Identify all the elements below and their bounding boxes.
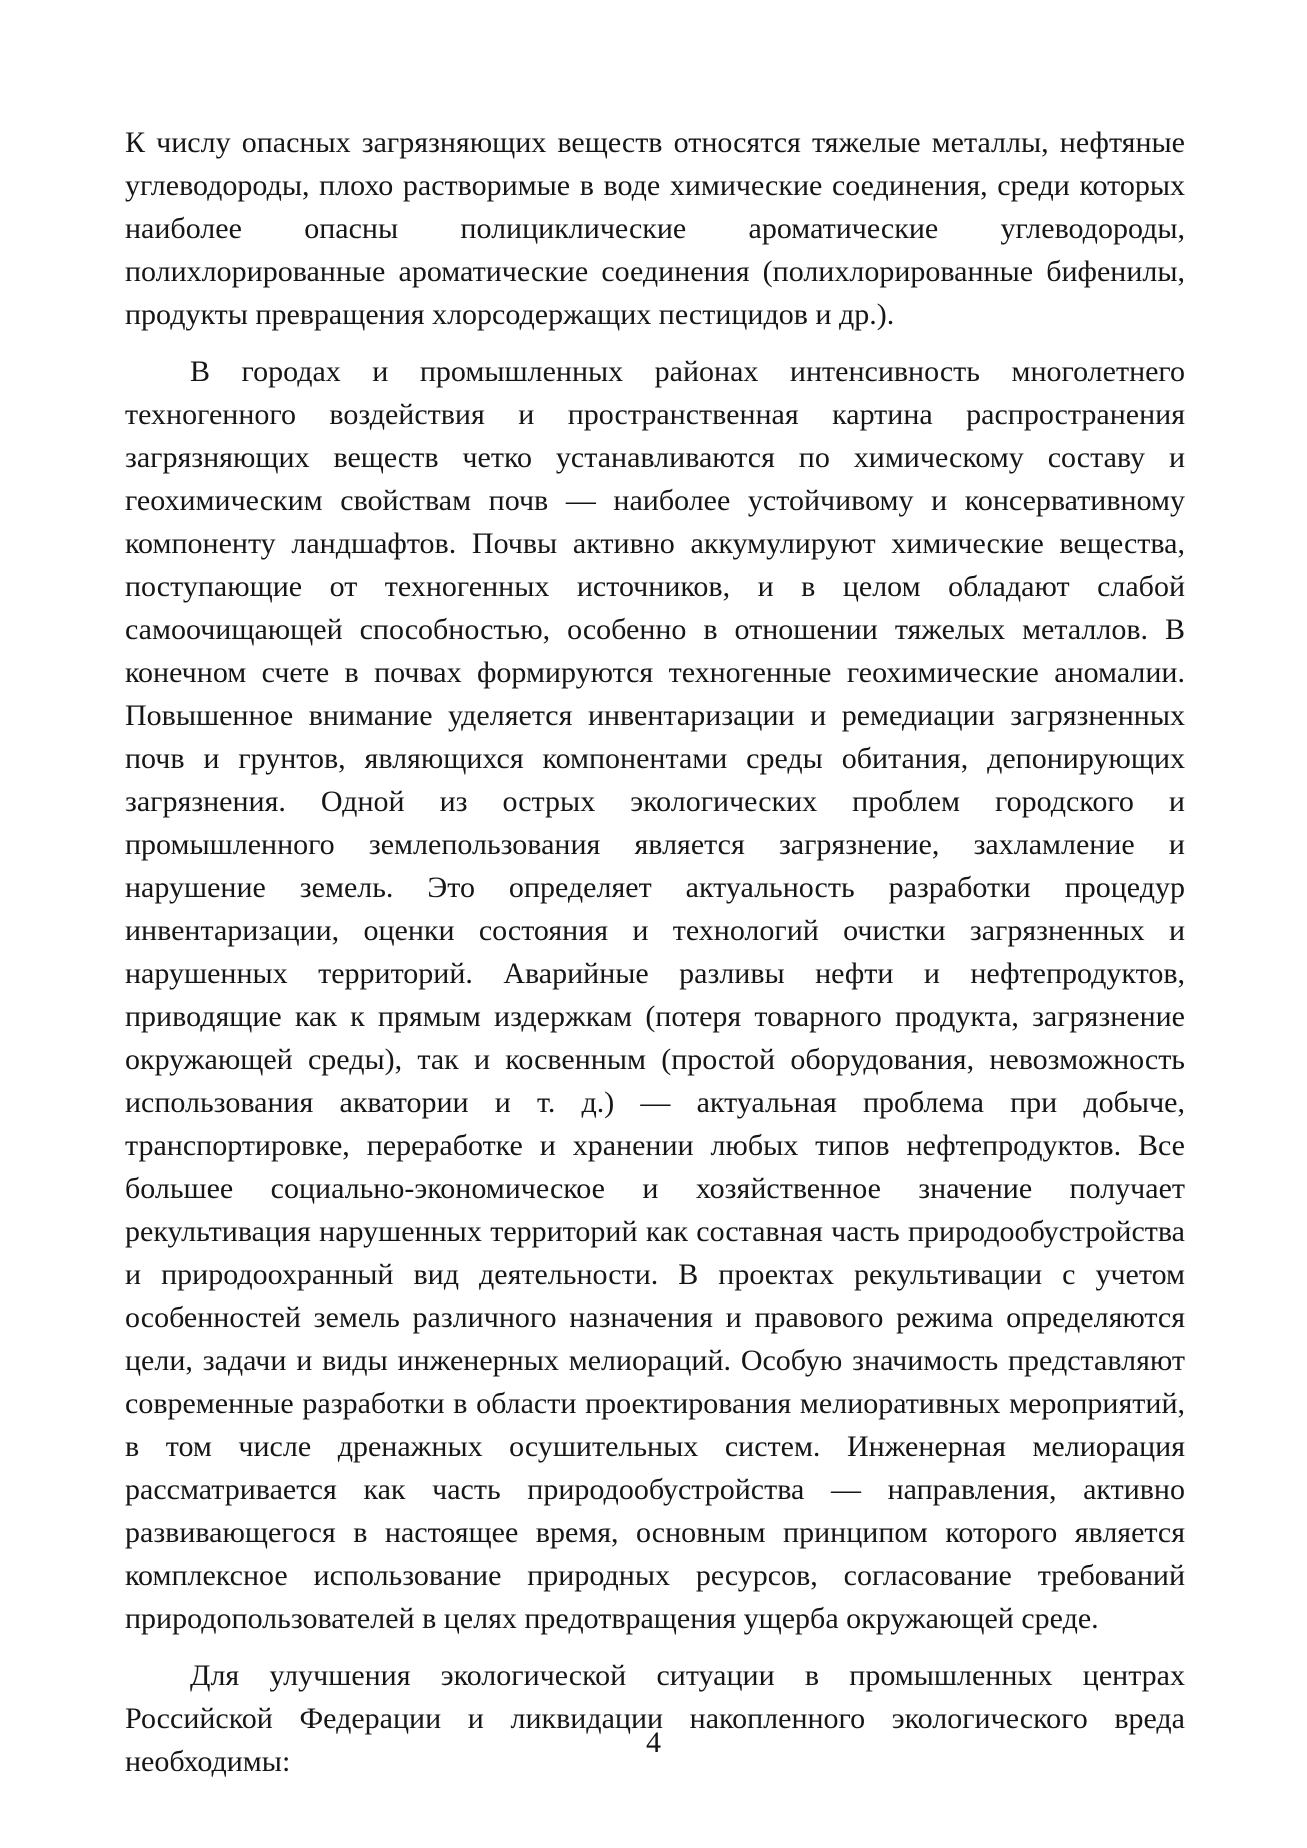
body-text — [125, 121, 1185, 1783]
paragraph-3: Для улучшения экологической ситуации в промышленных центрах Российской Федерации и ликвидации накопленного экологического вреда необходимы: — [125, 1659, 1185, 1778]
page-number: 4 — [646, 1726, 661, 1759]
paragraph-1: К числу опасных загрязняющих веществ относятся тяжелые металлы, нефтяные углеводороды, плохо растворимые в воде химические соединения, среди которых наиболее опасны полициклические ароматические углеводороды, полихлорированные ароматические соединения (полихлорированные бифенилы, продукты превращения хлорсодержащих пестицидов и др.). — [125, 126, 1185, 331]
paragraph-2: В городах и промышленных районах интенсивность многолетнего техногенного воздействия и пространственная картина распространения загрязняющих веществ четко устанавливаются по химическому составу и геохимическим свойствам почв — наиболее устойчивому и консервативному компоненту ландшафтов. Почвы активно аккумулируют химические вещества, поступающие от техногенных источников, и в целом обладают слабой самоочищающей способностью, особенно в отношении тяжелых металлов. В конечном счете в почвах формируются техногенные геохимические аномалии. Повышенное внимание уделяется инвентаризации и ремедиации загрязненных почв и грунтов, являющихся компонентами среды обитания, депонирующих загрязнения. Одной из острых экологических проблем городского и промышленного землепользования является загрязнение, захламление и нарушение земель. Это определяет актуальность разработки процедур инвентаризации, оценки состояния и технологий очистки загрязненных и нарушенных территорий. Аварийные разливы нефти и нефтепродуктов, приводящие как к прямым издержкам (потеря товарного продукта, загрязнение окружающей среды), так и косвенным (простой оборудования, невозможность использования акватории и т. д.) — актуальная проблема при добыче, транспортировке, переработке и хранении любых типов нефтепродуктов. Все большее социально-экономическое и хозяйственное значение получает рекультивация нарушенных территорий как составная часть природообустройства и природоохранный вид деятельности. В проектах рекультивации с учетом особенностей земель различного назначения и правового режима определяются цели, задачи и виды инженерных мелиораций. Особую значимость представляют современные разработки в области проектирования мелиоративных мероприятий, в том числе дренажных осушительных систем. Инженерная мелиорация рассматривается как часть природообустройства — направления, активно развивающегося в настоящее время, основным принципом которого является комплексное использование природных ресурсов, согласование требований природопользователей в целях предотвращения ущерба окружающей среде. — [125, 355, 1185, 1635]
